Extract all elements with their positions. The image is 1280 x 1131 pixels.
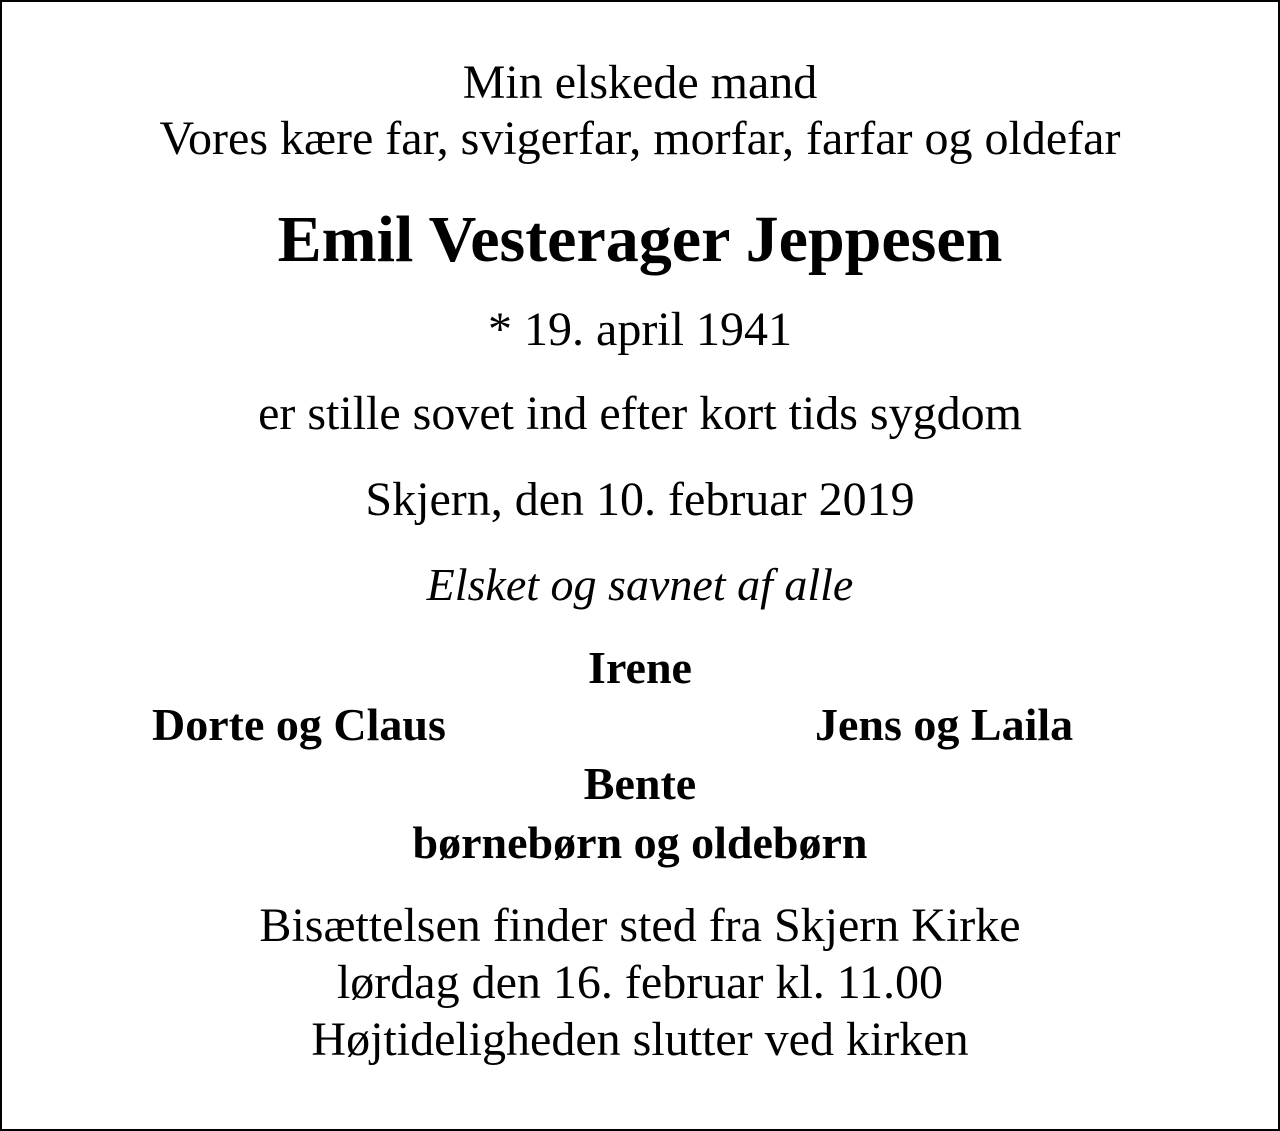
funeral-line-2: lørdag den 16. februar kl. 11.00 xyxy=(336,956,944,1009)
place-and-date: Skjern, den 10. februar 2019 xyxy=(365,473,915,526)
tribute-text: Elsket og savnet af alle xyxy=(426,559,854,610)
family-descendants: børnebørn og oldebørn xyxy=(412,817,868,868)
passing-text: er stille sovet ind efter kort tids sygdom xyxy=(258,387,1022,440)
intro-line-2: Vores kære far, svigerfar, morfar, farfar og oldefar xyxy=(159,112,1121,165)
intro-line-1: Min elskede mand xyxy=(462,56,818,109)
family-right: Jens og Laila xyxy=(815,699,1074,750)
family-left: Dorte og Claus xyxy=(152,699,446,750)
family-spouse: Irene xyxy=(588,642,692,693)
funeral-line-1: Bisættelsen finder sted fra Skjern Kirke xyxy=(259,899,1021,952)
deceased-name: Emil Vesterager Jeppesen xyxy=(277,203,1003,276)
family-center: Bente xyxy=(583,758,697,809)
funeral-line-3: Højtideligheden slutter ved kirken xyxy=(311,1013,969,1066)
birth-date: * 19. april 1941 xyxy=(488,303,792,356)
